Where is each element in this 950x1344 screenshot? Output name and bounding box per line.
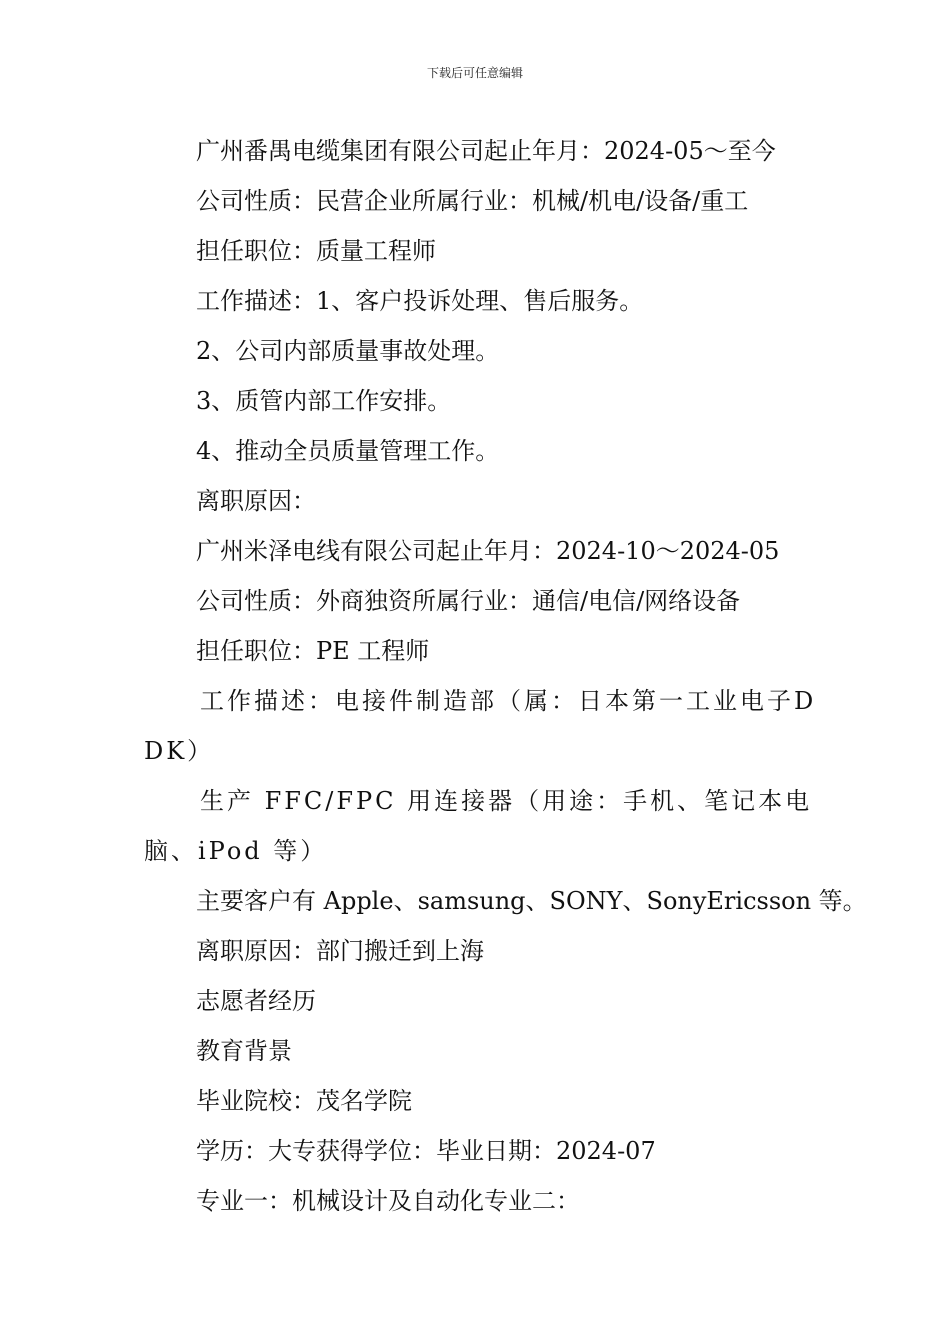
job2-position: 担任职位：PE 工程师 xyxy=(196,637,430,665)
volunteer-heading: 志愿者经历 xyxy=(196,987,316,1015)
job1-duty-2: 2、公司内部质量事故处理。 xyxy=(196,337,500,365)
education-school: 毕业院校：茂名学院 xyxy=(196,1087,412,1115)
job1-company-period: 广州番禺电缆集团有限公司起止年月：2024-05～至今 xyxy=(196,137,776,165)
job1-description: 工作描述：1、客户投诉处理、售后服务。 xyxy=(196,287,644,315)
page-header-note: 下载后可任意编辑 xyxy=(426,66,523,80)
job1-leave-reason: 离职原因： xyxy=(196,487,316,515)
document-body xyxy=(144,126,867,1226)
job1-duty-3: 3、质管内部工作安排。 xyxy=(196,387,452,415)
job1-position: 担任职位：质量工程师 xyxy=(196,237,436,265)
job2-company-period: 广州米泽电线有限公司起止年月：2024-10～2024-05 xyxy=(196,537,780,565)
job2-customers: 主要客户有 Apple、samsung、SONY、SonyEricsson 等。 xyxy=(196,887,867,915)
job2-products: 生产 FFC/FPC 用连接器（用途：手机、笔记本电脑、iPod 等） xyxy=(144,787,813,865)
education-degree: 学历：大专获得学位：毕业日期：2024-07 xyxy=(196,1137,656,1165)
job2-company-nature: 公司性质：外商独资所属行业：通信/电信/网络设备 xyxy=(196,587,741,615)
education-majors: 专业一：机械设计及自动化专业二： xyxy=(196,1187,580,1215)
education-heading: 教育背景 xyxy=(196,1037,292,1065)
job1-company-nature: 公司性质：民营企业所属行业：机械/机电/设备/重工 xyxy=(196,187,749,215)
job2-description: 工作描述：电接件制造部（属：日本第一工业电子DDK） xyxy=(144,687,817,765)
job2-leave-reason: 离职原因：部门搬迁到上海 xyxy=(196,937,484,965)
job1-duty-4: 4、推动全员质量管理工作。 xyxy=(196,437,500,465)
